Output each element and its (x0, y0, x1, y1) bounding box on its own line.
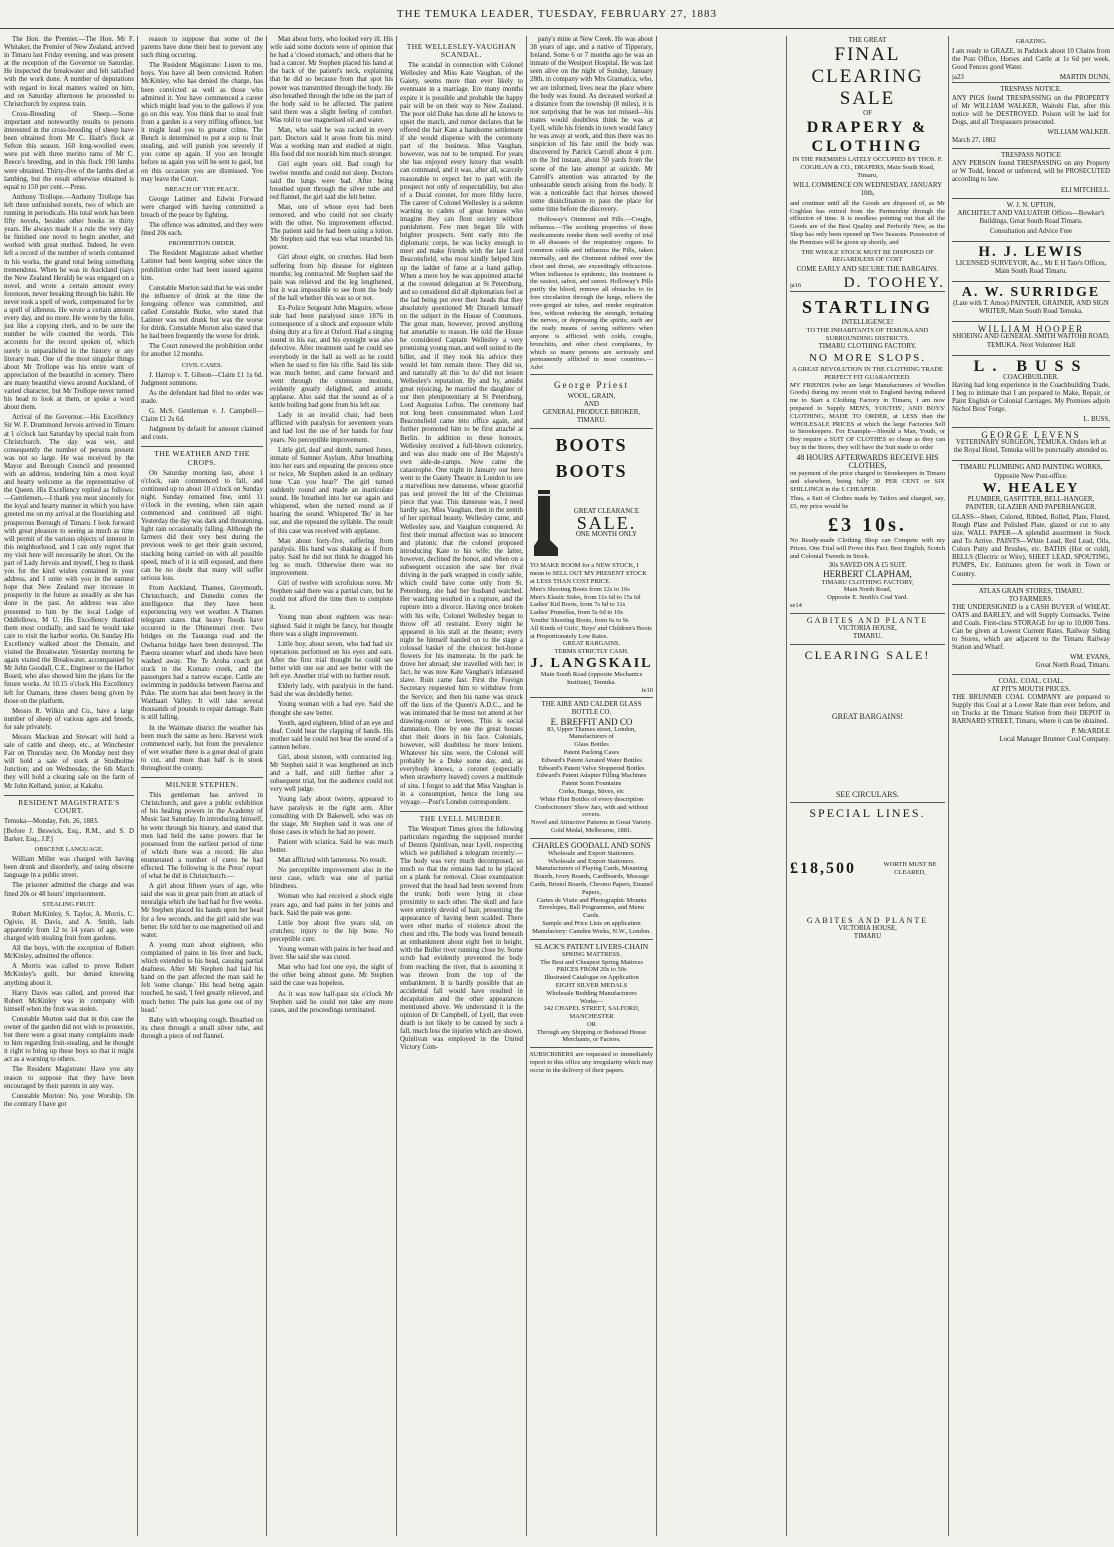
news-paragraph: Man about forty, who looked very ill. His wife said some doctors were of opinion that he had a 'closed stomach,' and others that he had a cancer. Mr Stephen placed his hand at the back of the patient's neck, explaining that he did so because from that spot his power was transmitted through the body. He also breathed through the tube on the part of the body said to be affected. The patient said there was a slight feeling of comfort. Was told to use magnetised oil and water. (270, 36, 393, 124)
news-paragraph: Judgment by default for amount claimed and costs. (141, 426, 263, 442)
news-paragraph: William Miller was charged with having been drunk and disorderly, and using obscene language in a public street. (4, 856, 134, 880)
advert-line: GENERAL PRODUCE BROKER, (542, 409, 641, 417)
advertiser-name: A. W. SURRIDGE (961, 285, 1101, 301)
news-paragraph: The Resident Magistrate asked whether Latimer had been keeping sober since the prohibition order had been issued against him. (141, 250, 263, 282)
advert-line: Novel and Attractive Patterns in Great Variety. (531, 819, 652, 827)
glass-advert (530, 697, 653, 837)
advertiser-name: P. McARDLE (1071, 728, 1110, 736)
advertiser-name: L. BUSS (973, 357, 1089, 375)
news-paragraph: Little boy about five years old, on crutches; injury to the hip bone. No perceptible cure. (270, 919, 393, 943)
advert-title: DRAPERY & CLOTHING (806, 119, 929, 156)
advert-line: Manufacturers of Playing Cards, Mounting Boards, Ivory Boards, Cardboards, Message Cards, Bristol Boards, Chromo Papers, Enamel Papers, (530, 865, 653, 896)
advert-title: SPECIAL LINES. (809, 806, 926, 821)
column-5 (530, 36, 653, 1536)
advertiser-name: E. BREFFIT AND CO (550, 716, 633, 727)
advert-body: No Ready-made Clothing Shop can Compete with my Prices. One Trial will Prove this Fact. Best English, Scotch and Colonial Tweeds in Stock. (790, 536, 945, 560)
advert-line: Cartes de Visite and Photographic Mounts (536, 896, 647, 904)
advert-line: Wholesale Bedding Manufacturers (546, 989, 637, 997)
advert-heading: COAL. COAL. COAL. (998, 677, 1064, 685)
column-rule (948, 36, 949, 1536)
advert-body: ARCHITECT AND VALUATOR Offices—Bowker's Buildings, Great South Road Timaru. (957, 209, 1105, 225)
boot-icon (530, 488, 560, 558)
advert-heading: ATLAS GRAIN STORES, TIMARU. (978, 587, 1084, 595)
column-7 (952, 36, 1110, 1536)
advert-address: Main South Road (opposite Mechanics Institute), Temuka. (540, 670, 643, 686)
advert-line: TIMARU (853, 932, 882, 940)
advert-line: Manufactory: Camden Works, N.W., London. (532, 927, 651, 935)
advert-body: on payment of the price charged to Storekeepers in Timaru and elsewhere, being fully 30 PER CENT or SIX SHILLINGS in the £ CHEAPER. (790, 469, 945, 493)
advert-line: 142 CHAPEL STREET, SALFORD, MANCHESTER (543, 1005, 640, 1021)
advert-heading: GRAZING. (1015, 38, 1047, 45)
boots-line: TERMS STRICTLY CASH. (554, 648, 629, 656)
news-paragraph: From Auckland, Thames, Greymouth, Christchurch, and Dunedin comes the intelligence that they have been experiencing very wet weather. A Thames telegram states that heavy floods have occurred in the Ohinemuri river. Two bridges on the Tauranga road and the Owharoa bridge have been destroyed. The Paeora steamer wharf and sheds have been washed away. The Te Aroha coach got stuck in the Komato creek, and the passengers had a narrow escape. Cattle are swimming in paddocks between Paeroa and Puke. The storm has also been heavy in the Waithaati Valley. It will take several thousands of pounds to repair damage. Rain is still falling. (141, 584, 263, 722)
boots-line: Ladies' Prunellas, from 5s 6d to 10s (530, 609, 624, 617)
advertiser-name: WILLIAM WALKER. (1047, 128, 1110, 136)
advert-line: Confectioners' Show Jars, with and without covers. (534, 803, 649, 819)
news-paragraph: The offence was admitted, and they were fined 20s each. (141, 222, 263, 238)
news-paragraph: Harry Davis was called, and proved that Robert McKinley was in company with himself when the fruit was stolen. (4, 989, 134, 1013)
news-paragraph: Man afflicted with lameness. No result. (278, 857, 387, 865)
court-date: Temuka—Monday, Feb. 26, 1883. (4, 817, 99, 825)
column-rule (396, 36, 397, 1536)
boots-line: Men's Elastic Sides, from 11s 6d to 15s 6d (530, 593, 641, 601)
sub-heading: PROHIBITION ORDER. (168, 240, 236, 248)
advert-price: £18,500 (790, 860, 856, 878)
advert-line: VICTORIA HOUSE, (838, 924, 897, 932)
news-paragraph: The Resident Magistrate: Listen to me, boys. You have all been convicted. Robert McKinley, who has denied the charge, has been convicted as well as those who admitted it. You have commenced a career which might lead you to the gallows if you go on this way. You think that to steal fruit from a garden is a very trifling offence, but it might lead you to greater crime. The Bench is determined to put a stop to fruit stealing, and will punish you severely if you come up again. If you are brought before us again you will be sent to gaol, but on this occasion you are dismissed. You may leave the Court. (141, 62, 263, 183)
goodall-advert (530, 838, 653, 939)
advert-heading: COACHBUILDER. (1003, 373, 1059, 381)
advert-line: 83, Upper Thames street, London, (547, 725, 636, 733)
advert-line: PRICES FROM 20s to 50s (556, 966, 627, 974)
sale-line: SALE. (576, 512, 637, 533)
advert-line: Patent Scent Fountains (561, 780, 622, 788)
advertiser-name: J. LANGSKAIL (530, 655, 653, 671)
column-rule (266, 36, 267, 1536)
advert-line: Patent Packing Cases (563, 749, 620, 756)
advert-line: TO FARMERS. (1008, 595, 1054, 603)
advert-line: IN THE PREMISES LATELY OCCUPIED BY THOS. F. COGHLAN & CO., DRAPERS, Main South Road, Timaru, (792, 156, 943, 179)
advert-body: VETERINARY SURGEON, TEMUKA. Orders left at the Royal Hotel, Temuka will be punctually attended to. (953, 439, 1109, 455)
boots-advert (530, 428, 653, 697)
advertiser-name: H. J. LEWIS (978, 243, 1084, 260)
advert-ref: fe10 (641, 686, 653, 694)
news-paragraph: Arrival of the Governor.—His Excellency Sir W. F. Drummond Jervois arrived in Timaru at 1 o'clock last Saturday by special train from Christchurch. The day was wet, and consequently the number of persons present was not so large. He was received by the Mayor and Borough Council and presented with an address, tendering him a most loyal and hearty welcome as the representative of the Queen. His Excellency replied as follows:—Gentlemen,—I thank you most sincerely for the loyal and hearty manner in which you have greeted me on my arrival at the flourishing and prosperous Borough of Timaru. I look forward with great pleasure to seeing as much as time will permit of the various objects of interest in this neighborhood, and I can only regret that my visit here will necessarily be short. On the part of Lady Jervois and myself, I beg to thank you for the kind wishes contained in your address, and I unite with you in the earnest hope that New Zealand may increase in prosperity in the future as steadily as she has done in the past. An address was also presented to him by the local Lodge of Oddfellows, M U. His Excellency thanked them most cordially, and said he would take care to visit the harbor works. On Sunday His Excellency walked about the Domain, and visited the Breakwater. Yesterday morning he again visited the Breakwater, accompanied by Mr John Goodall, C.E., Engineer to the Harbor Board, who also showed him the plans for the future works. At 10.15 o'clock His Excellency left for Oamaru, three cheers being given by those on the platform. (4, 414, 134, 705)
advertiser-name: George Priest (553, 380, 630, 390)
advertiser-name: W. J. N. UPTON, (1006, 201, 1056, 209)
news-paragraph: As the defendant had filed no order was made. (141, 389, 263, 405)
advert-line: OR (586, 1020, 597, 1028)
advert-line: Edward's Patent Adapter Filling Machines (536, 772, 647, 780)
advert-line: Edward's Patent Valve Stoppered Bottles (538, 764, 645, 772)
advertiser-name: GEORGE LEVENS (981, 430, 1081, 441)
news-paragraph: reason to suppose that some of the parents have done their best to prevent any such thing occuring. (141, 36, 263, 60)
advert-body: I am ready to GRAZE, in Paddock about 10 Chains from the Post Office, Horses and Cattle at 1s 6d per week. Good Fences good Water. (952, 48, 1110, 72)
advert-title: FINAL CLEARING SALE (811, 44, 924, 110)
advert-heading: THE AIRE AND CALDER GLASS BOTTLE CO. (541, 701, 642, 717)
advert-line: Wholesale and Export Stationers. (547, 849, 635, 857)
news-paragraph: Man, one of whose eyes had been removed, and who could not see clearly with the other. No improvement effected. The patient said he had been using a lotion. Mr Stephen said that was what retarded his power. (270, 203, 393, 252)
advert-line: Great North Road, Timaru. (1035, 662, 1110, 670)
advertiser-name: W. HEALEY (982, 480, 1080, 496)
news-paragraph: This gentleman has arrived in Christchurch, and gave a public exhibition of his healing powers in the Academy of Music last Saturday. In introducing himself, he went through his history, and stated that men had held the same powers that he possessed from the earliest period of time of which there was a record. He also enumerated a number of cures he had effected. The following is the Press' report of what he did in Christchurch:— (141, 792, 263, 881)
column-4 (400, 36, 523, 1536)
section-heading: MILNER STEPHEN. (141, 777, 263, 789)
news-paragraph: Young man about eighteen was near-sighted. Said it might be fancy, but thought there was a slight improvement. (270, 614, 393, 638)
news-paragraph: In the Waimate district the weather has been much the same as here. Harvest work commenced early, but from the prevalence of wet weather there is a great deal of grain to cut, and more than half is in stook throughout the county. (141, 724, 263, 772)
section-heading: THE LYELL MURDER. (400, 811, 523, 823)
advert-kicker: THE GREAT (848, 36, 887, 44)
news-paragraph: Lady in an invalid chair, had been afflicted with paralysis for seventeen years and had lost the use of her hands for four years. No perceptible improvement. (270, 412, 393, 444)
advert-line: Illustrated Catalogue on Application (544, 974, 639, 982)
advert-line: THE WHOLE STOCK MUST BE DISPOSED OF REGARDLESS OF COST (801, 248, 934, 264)
column-rule (656, 36, 657, 1536)
news-paragraph: A girl about fifteen years of age, who said she was in great pain from an attack of neuralgia which she had had for five weeks. Mr Stephen placed his hands upon her head for a few seconds, and the girl said she was better. He told her to use magnetised oil and water. (141, 883, 263, 939)
sub-heading: BREACH OF THE PEACE. (164, 185, 240, 193)
news-paragraph: All the boys, with the exception of Robert McKinley, admitted the offence. (4, 945, 134, 961)
news-paragraph: Elderly lady, with paralysis in the hand, Said she was decidedly better. (270, 683, 393, 699)
advert-line: WORTH MUST BE CLEARED, (883, 861, 937, 876)
advert-line: Edward's Patent Aerated Water Bottles (541, 756, 642, 764)
news-paragraph: On Saturday morning last, about 1 o'clock, rain commenced to fall, and continued up to about 10 o'clock on Sunday night. Sunday remained fine, until 11 o'clock in the evening, when rain again commenced and continued all night. Yesterday the day was dark and threatening, light rain occasionally falling. Although the farmers did their very best during the previous week to get their grain secured, stacking being carried on with all possible speed, much of it is still exposed, and there can be no doubt that many will suffer serious loss. (141, 469, 263, 582)
sale-line: ONE MONTH ONLY (575, 530, 638, 538)
advert-kicker: INTELLIGENCE! (841, 319, 894, 327)
advert-line: WOOL, GRAIN, (567, 393, 616, 400)
news-paragraph: Man, who said he was racked in every part. Doctors said it arose from his mind. Was a working man and studied at night. His food did not nourish him much stronger. (270, 127, 393, 159)
news-paragraph: Messrs Maclean and Stewart will hold a sale of cattle and sheep, etc., at Winchester Fair on Thursday next. On Monday next they will hold a sale of stock at Studholme Junction; and on Wednesday, the 6th March they will hold a clearing sale on the farm of Mr John Kelland, junior, at Kakahu. (4, 733, 134, 790)
news-paragraph: Girl, about sixteen, with contracted leg. Mr Stephen said it was lengthened an inch and a half, and still further after a subsequent trial, but the audience could not very well judge. (270, 753, 393, 794)
news-paragraph: Constable Morton said that he was under the influence of drink at the time the foregoing offence was committed, and called Constable Burke, who stated that Latimer was not drunk but was the worse for drink. Constable Morton also stated that he had been frequently the worse for drink. (141, 284, 263, 341)
advert-kicker: OF (863, 110, 872, 118)
column-rule (137, 36, 138, 1536)
news-paragraph: No perceptible improvement also in the next case, which was one of partial blindness. (270, 867, 393, 891)
advert-ref: ja16 (790, 282, 802, 290)
advert-line: TIMARU. (853, 632, 882, 640)
holloway-advert: Holloway's Ointment and Pills.—Coughs, influenza.—The soothing properties of these medicaments render them well worthy of trial in all diseases of the respiratory organs. In common colds and influenza the Pills, taken internally, and the Ointment rubbed over the chest and throat, are exceedingly efficacious. When influenza is epidemic, this treatment is the easiest, safest, and surest. Holloway's Pills purify the blood, remove all obstacles to its free circulation through the lungs, relieve the over-gorged air tubes, and render respiration free, without reducing the strength, irritating the nerves, or depressing the spirits; such are the ready means of saving sufferers when anyone is afflicted with colds, coughs, bronchitis, and other chest complaints, by which so many persons are seriously and permanently afflicted in most countries.—Advt (530, 216, 653, 372)
advert-body: SHOEING AND GENERAL SMITH WAITOHI ROAD, TEMUKA. Next Volunteer Hall (952, 333, 1110, 349)
advert-line: A GREAT REVOLUTION IN THE CLOTHING TRADE PERFECT FIT GUARANTEED. (792, 366, 943, 381)
advertiser-name: CHARLES GOODALL AND SONS (532, 840, 651, 850)
advert-price: £3 10s. (828, 513, 907, 536)
advert-heading: TIMARU PLUMBING AND PAINTING WORKS, (959, 464, 1103, 472)
news-paragraph: Young woman with pains in her head and liver. She said she was cured. (270, 946, 393, 962)
advert-line: Corks, Bungs, Stives, etc (558, 787, 625, 795)
advert-ref: ja23 (952, 74, 964, 82)
news-paragraph: Ex-Police Sergeant John Maguire, whose side had been paralysed since 1876 in consequence of a shock and exposure while doing duty at a fire at Oxford. Had a singing sound in his ear, and his eyesight was also defective. After treatment said he could see everybody in the hall as well as he could when he used to fire his rifle. Said his side was much better, and came forward and went through the extension motions, evidently greatly delighted, and amidst applause. Also said that the sound as of a kettle boiling had gone from his left ear. (270, 305, 393, 410)
news-paragraph: pany's mine at New Creek. He was about 38 years of age, and a native of Tipperary, Ireland. Some 6 or 7 months ago he was an inmate of the Westport Hospital. He was last seen alive on the night of Sunday, January 28th, in company with Mrs Gramatica, who, we are informed, lives near the place where the body was found. As deceased worked at a distance from the township (8 miles), it is not surprising that he was not missed—his mates would doubtless think he was at Lyell, while his friends in town would fancy he was away at work, and thus there was no suspicion of his fate until the body was discovered by Patrick Carroll about 4 p.m. on the 3rd instant, about 50 yards from the scene of the late attempt at suicide. Mr Carroll's attention was attracted by the unbearable stench arising from the body. It was a noticeable fact that horses showed some disinclination to pass the place for some time before the discovery. (530, 36, 653, 213)
news-paragraph: Youth, aged eighteen, blind of an eye and deaf. Could hear the clapping of hands. His mother said he could not hear the sound of a cannon before. (270, 719, 393, 751)
column-6 (790, 36, 945, 1536)
advertiser-name: WM. EVANS, (1070, 654, 1110, 662)
advert-line: 48 HOURS AFTERWARDS RECEIVE HIS CLOTHES, (796, 452, 939, 470)
advert-body: ANY PERSON found TRESPASSING on any Property or W Todd, fenced or unfenced, will be PROSECUTED according to law. (952, 160, 1110, 184)
subscribers-notice: SUBSCRIBERS are requested to immediately report to this office any irregularity which may occur in the delivery of their papers. (530, 1047, 653, 1077)
advert-body: Consultation and Advice Free (989, 227, 1073, 235)
advert-ref: se14 (790, 601, 802, 609)
news-paragraph: Patient with sciatica. Said he was much better. (270, 838, 393, 854)
boots-line: All Kinds of Girls', Boys' and Children's Boots at Proportionately Low Rates. (530, 624, 652, 640)
advert-line: Gold Medal, Melbourne, 1881. (551, 826, 632, 834)
section-heading: RESIDENT MAGISTRATE'S COURT. (4, 795, 134, 815)
news-paragraph: Little girl, deaf and dumb, named Jones, inmate of Sumner Asylum. After breathing into her ears and repeating the process once or twice, Mr Stephen asked in an ordinary tone 'Can you hear?' The girl turned suddenly round and made an inarticulate sound. He breathed into her ear again and whispered, when she turned round as if hearing the sound. Whispered 'Bo' in her ear, and she repeated the syllable. The result of this case was received with applause. (270, 446, 393, 535)
advert-line: AT PIT'S MOUTH PRICES. (991, 685, 1071, 693)
advert-line: AND (584, 401, 599, 409)
news-paragraph: The Westport Times gives the following particulars regarding the supposed murder of Dennis Quinlivan, near Lyell, respecting which we published a telegram recently:—The body was very much decomposed, so much so that the remains had to be placed on a plank for removal. Close examination proved that the head had been severed from the trunk; both were lying in close proximity to each other. The skull and face were entirely devoid of hair, presenting the appearance of having been scalded. There were other marks of violence about the chest and ribs. The body was found beneath an embankment about eight feet in height, with the Buller river running close by. Some scrub had evidently prevented the body from reaching the river, that is assuming it was thrown from the top of the embankment. It is hardly possible that an accidental fall would have resulted in decapitation and the other appearances mentioned above. We understand it is the opinion of Dr Campbell, of Lyell, that even death is not likely to be caused by such a fall, much less the injuries which are shown. Quinlivan was employed in the United Victory Com- (400, 825, 523, 1052)
boots-line: TO MAKE ROOM for a NEW STOCK, I mean to SELL OUT MY PRESENT STOCK at LESS THAN COST PRICE. (530, 562, 647, 585)
boots-title: BOOTS BOOTS (555, 435, 628, 482)
news-paragraph: Man who had lost one eye, the sight of the other being almost gone. Mr Stephen said the case was hopeless. (270, 964, 393, 988)
column-rule (526, 36, 527, 1536)
advertiser-name: L. BUSS, (1083, 416, 1110, 424)
news-paragraph: As it was now half-past six o'clock Mr Stephen said he could not take any more cases, and the proceedings terminated. (270, 990, 393, 1014)
advert-body: ANY PIGS found TRESPASSING on the PROPERTY of Mr WILLIAM WALKER, Waitohi Flat, after this notice will be DESTROYED. Poison will be laid for Dogs, and all Trespassers prosecuted. (952, 94, 1110, 126)
advert-line: SEE CIRCULARS. (835, 790, 900, 800)
advertiser-name: GABITES AND PLANTE (806, 615, 929, 625)
advert-body: Thus, a Suit of Clothes made by Tailors and charged, say, £5, my price would be (790, 495, 945, 511)
masthead: THE TEMUKA LEADER, TUESDAY, FEBRUARY 27, 1883 (0, 0, 1114, 29)
news-paragraph: Woman who had received a shock eight years ago, and had pains in her joints and back. Said the pain was gone. (270, 893, 393, 917)
advert-body: MY FRIENDS (who are large Manufacturers of Woollen Goods) during my recent visit to England having induced me to Start a Clothing Factory in Timaru, I am now prepared to Supply MEN'S, YOUTHS', AND BOYS' CLOTHING, MADE TO ORDER, at LESS than the WHOLESALE PRICES at which the large Factories Sell to Storekeepers. For Example—Should a Man, Youth, or Boy require a SUIT OF CLOTHES so cheap as they can buy in the Stores, they will have the Suit made to order (790, 381, 945, 451)
advert-line: TIMARU CLOTHING FACTORY, (821, 578, 914, 586)
advert-line: Works— (579, 997, 604, 1005)
advert-line: Sample and Price Lists on application (542, 920, 641, 928)
advert-body: LICENSED SURVEYOR, &c., Mr E H Tate's Offices, Main South Road Timaru. (955, 259, 1107, 276)
advert-line: Envelopes, Ball Programmes, and Menu Cards. (538, 904, 645, 920)
advert-line: Opposite E. Smith's Coal Yard. (827, 594, 908, 602)
boots-line: Ladies' Kid Boots, from 7s 6d to 11s (530, 601, 626, 609)
advert-line: TIMARU. (577, 417, 606, 425)
boots-line: Men's Shooting Boots from 12s to 16s (530, 585, 630, 593)
news-paragraph: Baby with whooping cough. Breathed on its chest through a small silver tube, and through a piece of red flannel. (141, 1016, 263, 1040)
news-paragraph: Little boy, about seven, who had had six operations performed on his eyes and ears. After the first trial thought he could see better with one ear and see better with the left eye. Another trial with no further result. (270, 640, 393, 681)
news-paragraph: Girl of twelve with scrofulous sores. Mr Stephen said there was a partial cure, but he could not afford the time then to complete it. (270, 580, 393, 612)
advert-line: White Flint Bottles of every description (539, 795, 644, 803)
advert-line: VICTORIA HOUSE, (838, 624, 897, 632)
news-paragraph: George Latimer and Edwin Forward were charged with having committed a breach of the peace by fighting. (141, 195, 263, 219)
news-paragraph: Man about forty-five, suffering from paralysis. His hand was shaking as if from palsy. Said he did not think he dragged his leg so much. Otherwise there was no improvement. (270, 537, 393, 577)
news-paragraph: Robert McKinley, S. Taylor, A. Morris, C. Ogivie, H. Davis, and A. Smith, lads apparently from 12 to 14 years of age, were charged with stealing fruit from gardens. (4, 910, 134, 943)
advert-line: Local Manager Brunner Coal Company. (999, 736, 1110, 744)
advert-title: NO MORE SLOPS. (809, 352, 926, 365)
section-heading: THE WELLESLEY-VAUGHAN SCANDAL. (406, 42, 517, 60)
news-paragraph: Constable Morton: No, your Worship. On the contrary I have got (4, 1092, 134, 1108)
news-paragraph: The Resident Magistrate: Have you any reason to suppose that they have been encouraged by their parents in any way. (4, 1066, 134, 1090)
advertiser-name: HERBERT CLAPHAM, (823, 569, 912, 580)
news-paragraph: Girl eight years old. Bad cough for twelve months and could not sleep. Doctors said the lungs were bad. After being breathed upon through the silver tube and red flannel, the girl said she felt better. (270, 161, 393, 201)
news-paragraph: Young woman with a bad eye. Said she thought she saw better. (270, 701, 393, 717)
news-paragraph: G. McS. Gentleman v. J. Campbell—Claim £1 2s 6d. (141, 408, 263, 424)
column-1 (4, 36, 134, 1536)
news-paragraph: J. Harrop v. T. Gibson—Claim £1 1s 6d. Judgment summons. (141, 371, 263, 387)
advert-line: GREAT BARGAINS! (831, 712, 904, 721)
slack-advert (530, 939, 653, 1048)
sub-heading: OBSCENE LANGUAGE. (34, 846, 104, 854)
advert-body: PLUMBER, GASFITTER, BELL-HANGER, PAINTER, GLAZIER AND PAPERHANGER. (965, 495, 1097, 511)
advert-line: Wholesale and Export Stationers. (547, 857, 635, 865)
advertiser-name: GABITES AND PLANTE (806, 915, 929, 925)
advert-line: Through any Shipping or Bedstead House Merchants, or Factors. (536, 1028, 647, 1044)
advert-line: Manufacturers of (569, 733, 614, 741)
news-paragraph: Constable Morton said that in this case the owner of the garden did not wish to prosecute, but there were a great many complaints made to him regarding fruit-stealing, and he thought it right to bring up these boys so that it might act as a warning to others. (4, 1015, 134, 1064)
advert-line: The Best and Cheapest Spring Mattress (540, 958, 643, 966)
sale-line: GREAT CLEARANCE (573, 507, 640, 515)
advert-body: and continue until all the Goods are disposed of, as Mr Coghlan has retired from the Partnership through the effluxion of time. It is needless pointing out that all the Goods are of the Best Quality and Perfectly New, as the Shop has only been opened up Two Seasons. Possession of the Premises will be given up shortly, and (790, 199, 945, 246)
advert-line: TO THE INHABITANTS OF TEMUKA AND SURROUNDING DISTRICTS. (806, 327, 929, 343)
priest-advert (530, 374, 653, 428)
news-paragraph: Cross-Breeding of Sheep.—Some important and noteworthy results to persons interested in the cross-breeding of sheep have been obtained from Mr C. Haitt's flock at Sefton this season. 160 long-woolled ewes were put with three merino rams of Mr C. Reece's breeding, and in this flock 190 lambs were obtained. Thirty-five of the lambs died at lambing, but the result otherwise obtained is equal to 150 per cent.—Press. (4, 110, 134, 191)
advert-line: 30s SAVED ON A £5 SUIT. (828, 562, 907, 570)
advert-line: WILL COMMENCE ON WEDNESDAY, JANUARY 10th, (792, 181, 943, 197)
column-2 (141, 36, 263, 1536)
news-paragraph: The Court renewed the prohibition order for another 12 months. (141, 343, 263, 359)
court-bench: [Before J. Beswick, Esq., R.M., and S. D Barker, Esq., J.P.] (4, 827, 134, 843)
advertiser-name: D. TOOHEY. (843, 275, 945, 292)
news-paragraph: Messrs R. Wilkin and Co., have a large number of sheep of various ages and breeds, for sale privately. (4, 707, 134, 731)
news-paragraph: Girl about eight, on crutches. Had been suffering from hip disease for eighteen months; leg contracted. Mr Stephen said the pain was relieved and the leg lengthened, but it was impossible to see from the body of the hall whether this was so or not. (270, 254, 393, 302)
advertiser-name: WILLIAM HOOPER (977, 324, 1085, 335)
advert-date: March 27, 1882 (952, 137, 996, 145)
sub-heading: CIVIL CASES. (181, 361, 223, 369)
boots-line: Youths' Shooting Boots, from 6s to 9s (530, 616, 629, 624)
advert-line: Opposite New Post-office. (994, 472, 1068, 480)
news-paragraph: Young lady about twenty, appeared to have paralysis in the right arm. After consulting with Dr Bakewell, who was on the stage, Mr Stephen said it was one of those cases in which he had no power. (270, 796, 393, 836)
advert-line: TIMARU CLOTHING FACTORY. (818, 342, 917, 350)
news-paragraph: A Morris was called to prove Robert McKinley's guilt, but denied knowing anything about it. (4, 963, 134, 987)
advert-body: THE BRUNNER COAL COMPANY are prepared to Supply this Coal at a Lower Rate than ever before, and on Trucks at the Timaru Station from their DEPOT in BARNARD STREET, Timaru, where it can be obtained. (952, 693, 1110, 725)
advert-title: STARTLING (801, 297, 934, 318)
advert-heading: TRESPASS NOTICE. (1000, 86, 1062, 94)
advert-body: GLASS—Sheet, Colored, Ribbed, Rolled, Plate, Fluted, Rough Plate and Polished Plate, glazed or cut to any size. WALL PAPER—A splendid assortment in Stock and To Arrive. PAINTS—White Lead, Red Lead, Oils, Colors Putty and Brushes, etc. BATHS (Hot or cold), BELLS (Electric or Wire), SHEET LEAD, SPOUTING, PUMPS, Etc. Estimates given for work in Town or Country. (952, 513, 1110, 578)
advert-title: CLEARING SALE! (804, 648, 931, 662)
column-rule (786, 36, 787, 1536)
boots-line: GREAT BARGAINS. (562, 640, 621, 648)
advert-line: EIGHT SILVER MEDALS (555, 981, 628, 989)
advert-body: THE UNDERSIGNED is a CASH BUYER of WHEAT, OATS and BARLEY, and will Supply Cornsacks, Twine and Coals. First-class STORAGE for up to 10,000 Tons. Can be given at Lowest Current Rates. Railway Siding to Stores, which are adjacent to the Timaru Railway Station and Wharf. (952, 603, 1110, 652)
advert-line: Glass Bottles (574, 741, 609, 749)
news-paragraph: A young man about eighteen, who complained of pains in his liver and back, which extended to his head, causing partial deafness. After Mr Stephen had laid his hand on the part affected the man said he felt 'some change.' His head being again touched, he said, 'I feel greatly relieved, and much better. The pain has gone out of my head.' (141, 941, 263, 1014)
advertiser-name: MARTIN DUNN, (1059, 74, 1110, 82)
news-paragraph: Anthony Trollope.—Anthony Trollope has left three unfinished novels, two of which are running in periodicals. His total work has been fifty novels, besides other books in thirty years. He always made it a rule the very day he finished one novel to begin another, and worked with great method. Indeed, he even left a record of the number of words contained in his works, the grand total being something tremendous. When he was in Auckland (says the New Zealand Herald) he was engaged on a novel, and wrote a certain amount every forenoon, never breaking through his habit. He never took a spell of work, compensated for by a spell of idleness. He wrote a certain amount every day, and no more. He wrote by the folio, just like a copying clerk, and to be sure the number he wife counted the words. This accounts for the record spoken of, which surely is unparalleled in the history or any literary man. One of the most singular things about Mr Trollope was his entire want of appreciation of the beautiful in scenery. There are many beautiful views around Auckland, of varied character, but Mr Trollope never turned his head to look at them, or spoke a word about them. (4, 193, 134, 412)
advert-body: (Late with T. Amos) PAINTER, GRAINER, AND SIGN WRITER, Main South Road Temuka. (953, 300, 1109, 316)
advert-line: SPRING MATTRESS. (561, 950, 622, 958)
sub-heading: STEALING FRUIT. (42, 900, 96, 908)
advert-line: COME EARLY AND SECURE THE BARGAINS. (796, 266, 939, 274)
advert-heading: TRESPASS NOTICE (1001, 152, 1061, 160)
column-3 (270, 36, 393, 1536)
news-paragraph: The scandal in connection with Colonel Wellesley and Miss Kate Vaughan, of the Gaiety, seems more than ever likely to eventuate in a marriage. Ere many months expire it is possible and probable the happy pair will be on their way to New Zealand. The poor old Duke has done all he knows to upset the match, and rumor declares that he offered the fair Kate a handsome settlement if she would dispense with the ceremony part of the business. Miss Vaughan, however, was not to be tempted. For years she has enjoyed every luxury that wealth can command, and it was, after all, scarcely reasonable to expect her to part with the prospect not only of respectability, but also of a Ducal coronet, for more filthy lucre. The career of Colonel Wellesley is a solemn warning to cadets of great houses who imagine they can flout society without punishment. Few men began life with brighter prospects. Sent early into the diplomatic corps, he was lucky enough to meet and make friends with the late Lord Beaconsfield, who most kindly helped him up the ladder of fame at a hand gallop. When a mere boy he was appointed attaché at the coveted delegation at St Petersburg, and so considered did all diplomatists feel at the lad being put over their heads that they absolutely questioned Mr Disraeli himself on the subject in the House of Commons. The great man, however, proved anything but amenable to reason. He told the House he considered Captain Wellesley a very promising young man, and well suited to the billet, and if they took his advice they would let him remain there. They did so, and naturally all this 'to do' did not lessen Wellesley's reputation. By and by, amidst great rejoicing, he married the daughter of our then plenipotentiary at St Petersburg, Lord Augustus Loftus. The ceremony had not long been consummated when Lord Beaconsfield came into office again, and further promoted him to be first attaché at Berlin. In addition to these honours, Wellesley received a full-blown colonelcy, and was also made one of Her Majesty's own aide-de-camps. Now came the catastrophe. One night in January our hero went to the Gaiety Theatre in London to see a marvellous new danseuse, whose graceful pas seul proved the hit of the Christmas piece that year. This danseuse was, I need hardly say, Miss Vaughan, then in the zenith of her spiritual beauty. Wellesley came, and Wellesley saw, and Vaughan conquered. At first their mutual affection was so innocent and platonic that the colonel proposed introducing Kate to his wife; the latter, however, declined the honor, and when on a subsequent occasion she saw her rival driving in the park wrapped in costly sable, which could have come only from St. Petersburg, she had her husband watched. Her watching resulted in a rupture, and the rupture into a divorce. Having once broken with his wife, Colonel Wellesley began to throw off all restraint. Every night he appeared in his stall at the theatre; every night he himself handed on to the stage a colossal basket of the choicest hot-house flowers for his inamorata. In the park he drove her abroad; she travelled with her; in fact, he was now Kate Vaughan's infatuated slave. Ruin came fast. First the Foreign Secretary requested him to withdraw from the Service; and then his name was struck off the lists of the Queen's A.D.C., and he was intimated that he must not attend at her drawing-room or levees. This is social damnation. One by one the great houses shut their doors in his face. Colonials, however, will doubtless be more lenient. Whatever his sins were, the Colonel will probably be a Duke some day, and, as everybody knows, a coronet (especially when strawberry leaved) covers a multitude of sins. I forgot to add that Miss Vaughan is in a consumption, hence the long sea voyage.—Post's London correspondent. (400, 62, 523, 806)
advert-body: Having had long experience in the Coachbuilding Trade, I beg to intimate that I am prepared to Make, Repair, or Paint English or Colonial Carriages. My Premises adjoin Nichol Bros' Forge. (952, 381, 1110, 413)
news-paragraph: The prisoner admitted the charge and was fined 20s or 48 hours' imprisonment. (4, 882, 134, 898)
advertiser-name: ELI MITCHELL. (1061, 186, 1110, 194)
news-paragraph: The Hon. the Premier.—The Hon. Mr F. Whitaker, the Premier of New Zealand, arrived in Timaru last Friday evening, and was present at the reception of the Governor on Saturday. He inspected the breakwater and felt satisfied with the work done. A number of deputations with regard to local matters waited on him, and on Saturday afternoon he proceeded to Christchurch by express train. (4, 36, 134, 108)
section-heading: THE WEATHER AND THE CROPS. (141, 446, 263, 466)
advertiser-name: SLACK'S PATENT LIVERS-CHAIN (534, 941, 649, 951)
advert-line: Main North Road, (843, 586, 892, 594)
